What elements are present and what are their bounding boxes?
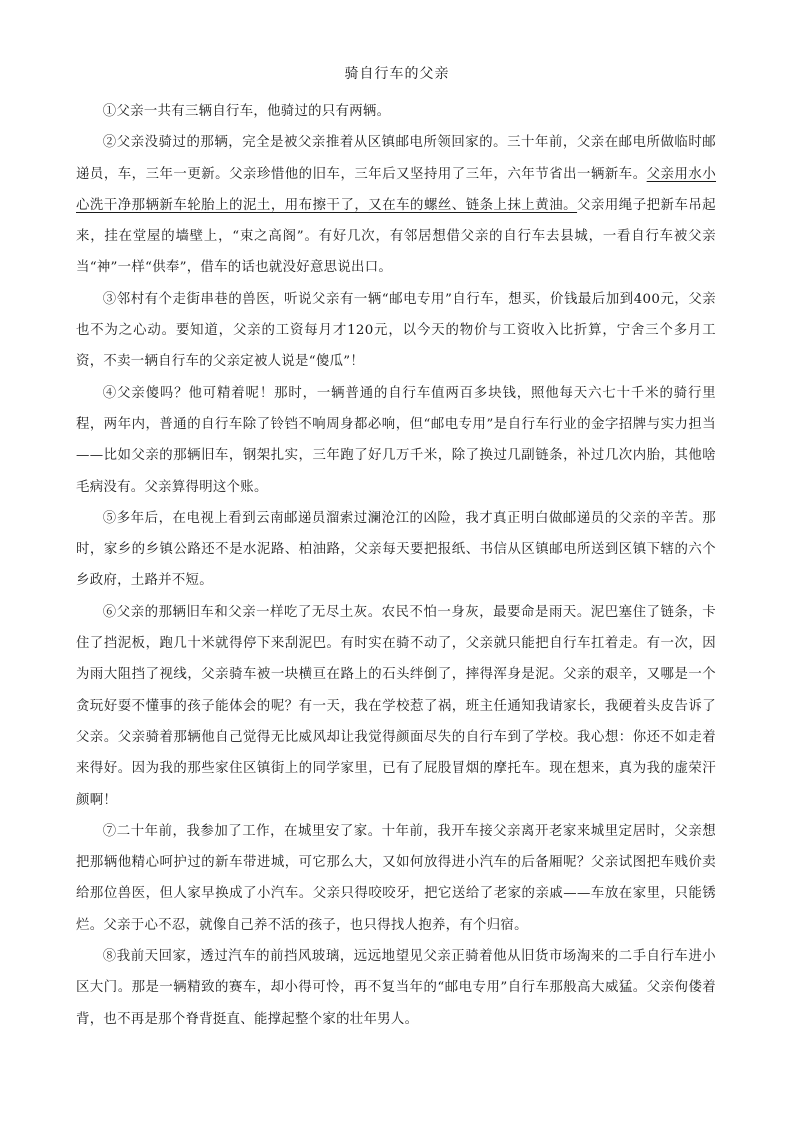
paragraph-text: 我前天回家，透过汽车的前挡风玻璃，远远地望见父亲正骑着他从旧货市场淘来的二手自行车进小区大门。那是一辆精致的赛车，却小得可怜，再不复当年的“邮电专用”自行车那般高大威猛。父亲佝偻着背，也不再是那个脊背挺直、能撑起整个家的壮年男人。: [76, 949, 716, 1027]
paragraph-text: 父亲没骑过的那辆，完全是被父亲推着从区镇邮电所领回家的。三十年前，父亲在邮电所做临时邮递员，车，三年一更新。父亲珍惜他的旧车，三年后又坚持用了三年，六年节省出一辆新车。: [76, 135, 716, 182]
paragraph-number: ④: [102, 385, 118, 401]
paragraph-text: 父亲的那辆旧车和父亲一样吃了无尽土灰。农民不怕一身灰，最要命是雨天。泥巴塞住了链条，卡住了挡泥板，跑几十米就得停下来刮泥巴。有时实在骑不动了，父亲就只能把自行车扛着走。有一次，因为雨大阻挡了视线，父亲骑车被一块横亘在路上的石头绊倒了，摔得浑身是泥。父亲的艰辛，又哪是一个贪玩好耍不懂事的孩子能体会的呢？有一天，我在学校惹了祸，班主任通知我请家长，我硬着头皮告诉了父亲。父亲骑着那辆他自己觉得无比威风却让我觉得颜面尽失的自行车到了学校。我心想：你还不如走着来得好。因为我的那些家住区镇街上的同学家里，已有了屁股冒烟的摩托车。现在想来，真为我的虚荣汗颜啊！: [76, 604, 716, 808]
paragraph-text: 邻村有个走街串巷的兽医，听说父亲有一辆“邮电专用”自行车，想买，价钱最后加到400元，父亲也不为之心动。要知道，父亲的工资每月才120元，以今天的物价与工资收入比折算，宁舍三个多月工资，不卖一辆自行车的父亲定被人说是“傻瓜”！: [76, 291, 716, 370]
paragraph-text: 父亲一共有三辆自行车，他骑过的只有两辆。: [116, 104, 391, 119]
paragraph-6: [76, 597, 716, 816]
paragraph-number: ⑧: [102, 949, 117, 965]
article-title: 骑自行车的父亲: [344, 66, 450, 82]
paragraph-1: [76, 96, 716, 127]
paragraph-3: [76, 284, 716, 378]
paragraph-number: ②: [102, 135, 117, 151]
paragraph-5: [76, 503, 716, 597]
underlined-sentence: 父亲用水小心洗干净那辆新车轮胎上的泥土，用布擦干了，又在车的螺丝、链条上抹上黄油。: [76, 166, 717, 213]
paragraph-text: 多年后，在电视上看到云南邮递员溜索过澜沧江的凶险，我才真正明白做邮递员的父亲的辛苦。那时，家乡的乡镇公路还不是水泥路、柏油路，父亲每天要把报纸、书信从区镇邮电所送到区镇下辖的六个乡政府，土路并不短。: [76, 510, 716, 589]
paragraph-number: ③: [102, 291, 117, 307]
paragraph-number: ①: [102, 104, 117, 119]
paragraph-number: ⑤: [102, 510, 117, 526]
paragraph-text-continued: 父亲用绳子把新车吊起来，挂在堂屋的墙壁上，“束之高阁”。有好几次，有邻居想借父亲的自行车去县城，一看自行车被父亲当“神”一样“供奉”，借车的话也就没好意思说出口。: [76, 197, 716, 276]
paragraph-4: [76, 378, 716, 503]
paragraph-number: ⑦: [102, 823, 117, 839]
article-body: [76, 96, 716, 1035]
paragraph-8: [76, 941, 716, 1035]
paragraph-text: 二十年前，我参加了工作，在城里安了家。十年前，我开车接父亲离开老家来城里定居时，父亲想把那辆他精心呵护过的新车带进城，可它那么大，又如何放得进小汽车的后备厢呢？父亲试图把车贱价卖给那位兽医，但人家早换成了小汽车。父亲只得咬咬牙，把它送给了老家的亲戚——车放在家里，只能锈烂。父亲于心不忍，就像自己养不活的孩子，也只得找人抱养，有个归宿。: [76, 823, 716, 933]
paragraph-number: ⑥: [102, 604, 117, 620]
paragraph-7: [76, 816, 716, 941]
paragraph-2: [76, 127, 716, 283]
paragraph-text: 父亲傻吗？他可精着呢！那时，一辆普通的自行车值两百多块钱，照他每天六七十千米的骑行里程，两年内，普通的自行车除了铃铛不响周身都必响，但“邮电专用”是自行车行业的金字招牌与实力担当——比如父亲的那辆旧车，钢架扎实，三年跑了好几万千米，除了换过几副链条，补过几次内胎，其他啥毛病没有。父亲算得明这个账。: [76, 385, 716, 495]
